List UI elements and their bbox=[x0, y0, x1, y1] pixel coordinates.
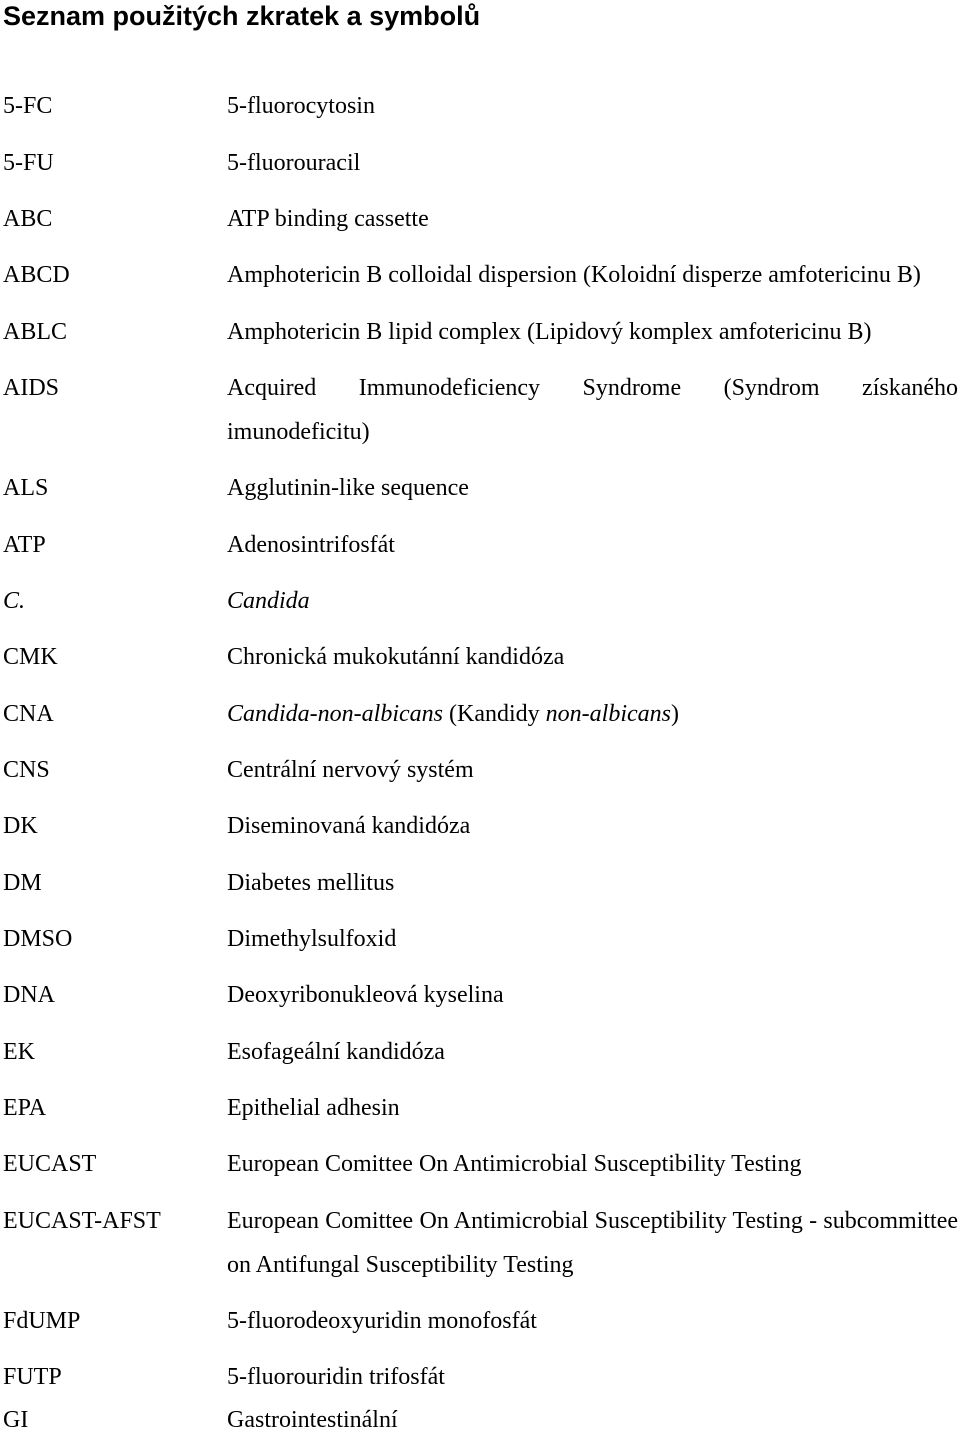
page-title: Seznam použitých zkratek a symbolů bbox=[3, 1, 481, 31]
definition: Dimethylsulfoxid bbox=[227, 926, 397, 952]
definition: Amphotericin B colloidal dispersion (Koloidní disperze amfotericinu B) bbox=[227, 262, 921, 288]
abbreviation: EPA bbox=[3, 1095, 47, 1121]
abbreviation: CNA bbox=[3, 701, 54, 727]
abbreviation: ABC bbox=[3, 206, 53, 232]
definition: Candida bbox=[227, 588, 310, 614]
abbreviation: DNA bbox=[3, 982, 55, 1008]
abbreviation: ABLC bbox=[3, 319, 68, 345]
abbreviation: C. bbox=[3, 588, 26, 614]
definition: Chronická mukokutánní kandidóza bbox=[227, 644, 565, 670]
abbreviation: FdUMP bbox=[3, 1308, 81, 1334]
definition: 5-fluorouridin trifosfát bbox=[227, 1364, 445, 1390]
definition: 5-fluorocytosin bbox=[227, 93, 375, 119]
definition: Acquired Immunodeficiency Syndrome (Syndrom získaného imunodeficitu) bbox=[227, 375, 958, 445]
abbreviation: AIDS bbox=[3, 375, 60, 401]
definition-italic-part: non-albicans bbox=[545, 701, 671, 727]
definition: ATP binding cassette bbox=[227, 206, 429, 232]
definition bbox=[227, 692, 958, 736]
abbreviation: FUTP bbox=[3, 1364, 62, 1390]
definition: 5-fluorouracil bbox=[227, 150, 361, 176]
definition-part: ) bbox=[670, 701, 679, 727]
abbreviation: ABCD bbox=[3, 262, 70, 288]
abbreviation: ALS bbox=[3, 475, 49, 501]
abbreviation: DMSO bbox=[3, 926, 73, 952]
definition: European Comittee On Antimicrobial Susceptibility Testing bbox=[227, 1151, 802, 1177]
definition: Agglutinin-like sequence bbox=[227, 475, 469, 501]
abbreviation: EUCAST bbox=[3, 1151, 97, 1177]
definition: 5-fluorodeoxyuridin monofosfát bbox=[227, 1308, 537, 1334]
definition: Epithelial adhesin bbox=[227, 1095, 400, 1121]
abbreviation: GI bbox=[3, 1407, 29, 1433]
definition-part: (Kandidy bbox=[443, 701, 546, 727]
abbreviation: ATP bbox=[3, 532, 46, 558]
definition: European Comittee On Antimicrobial Susceptibility Testing - subcommittee on Antifungal Susceptibility Testing bbox=[227, 1208, 958, 1278]
definition: Esofageální kandidóza bbox=[227, 1039, 445, 1065]
definition: Gastrointestinální bbox=[227, 1407, 398, 1433]
definition: Amphotericin B lipid complex (Lipidový komplex amfotericinu B) bbox=[227, 319, 872, 345]
definition: Adenosintrifosfát bbox=[227, 532, 395, 558]
abbreviation: EK bbox=[3, 1039, 35, 1065]
abbreviation: CNS bbox=[3, 757, 50, 783]
definition: Diseminovaná kandidóza bbox=[227, 813, 471, 839]
definition: Diabetes mellitus bbox=[227, 870, 395, 896]
definition: Deoxyribonukleová kyselina bbox=[227, 982, 504, 1008]
abbreviation: EUCAST-AFST bbox=[3, 1208, 161, 1234]
abbreviation: CMK bbox=[3, 644, 58, 670]
abbreviation: 5-FC bbox=[3, 93, 53, 119]
abbreviation: 5-FU bbox=[3, 150, 54, 176]
abbreviation: DK bbox=[3, 813, 38, 839]
definition-italic-part: Candida-non-albicans bbox=[227, 701, 443, 727]
definition: Centrální nervový systém bbox=[227, 757, 474, 783]
abbreviation: DM bbox=[3, 870, 42, 896]
